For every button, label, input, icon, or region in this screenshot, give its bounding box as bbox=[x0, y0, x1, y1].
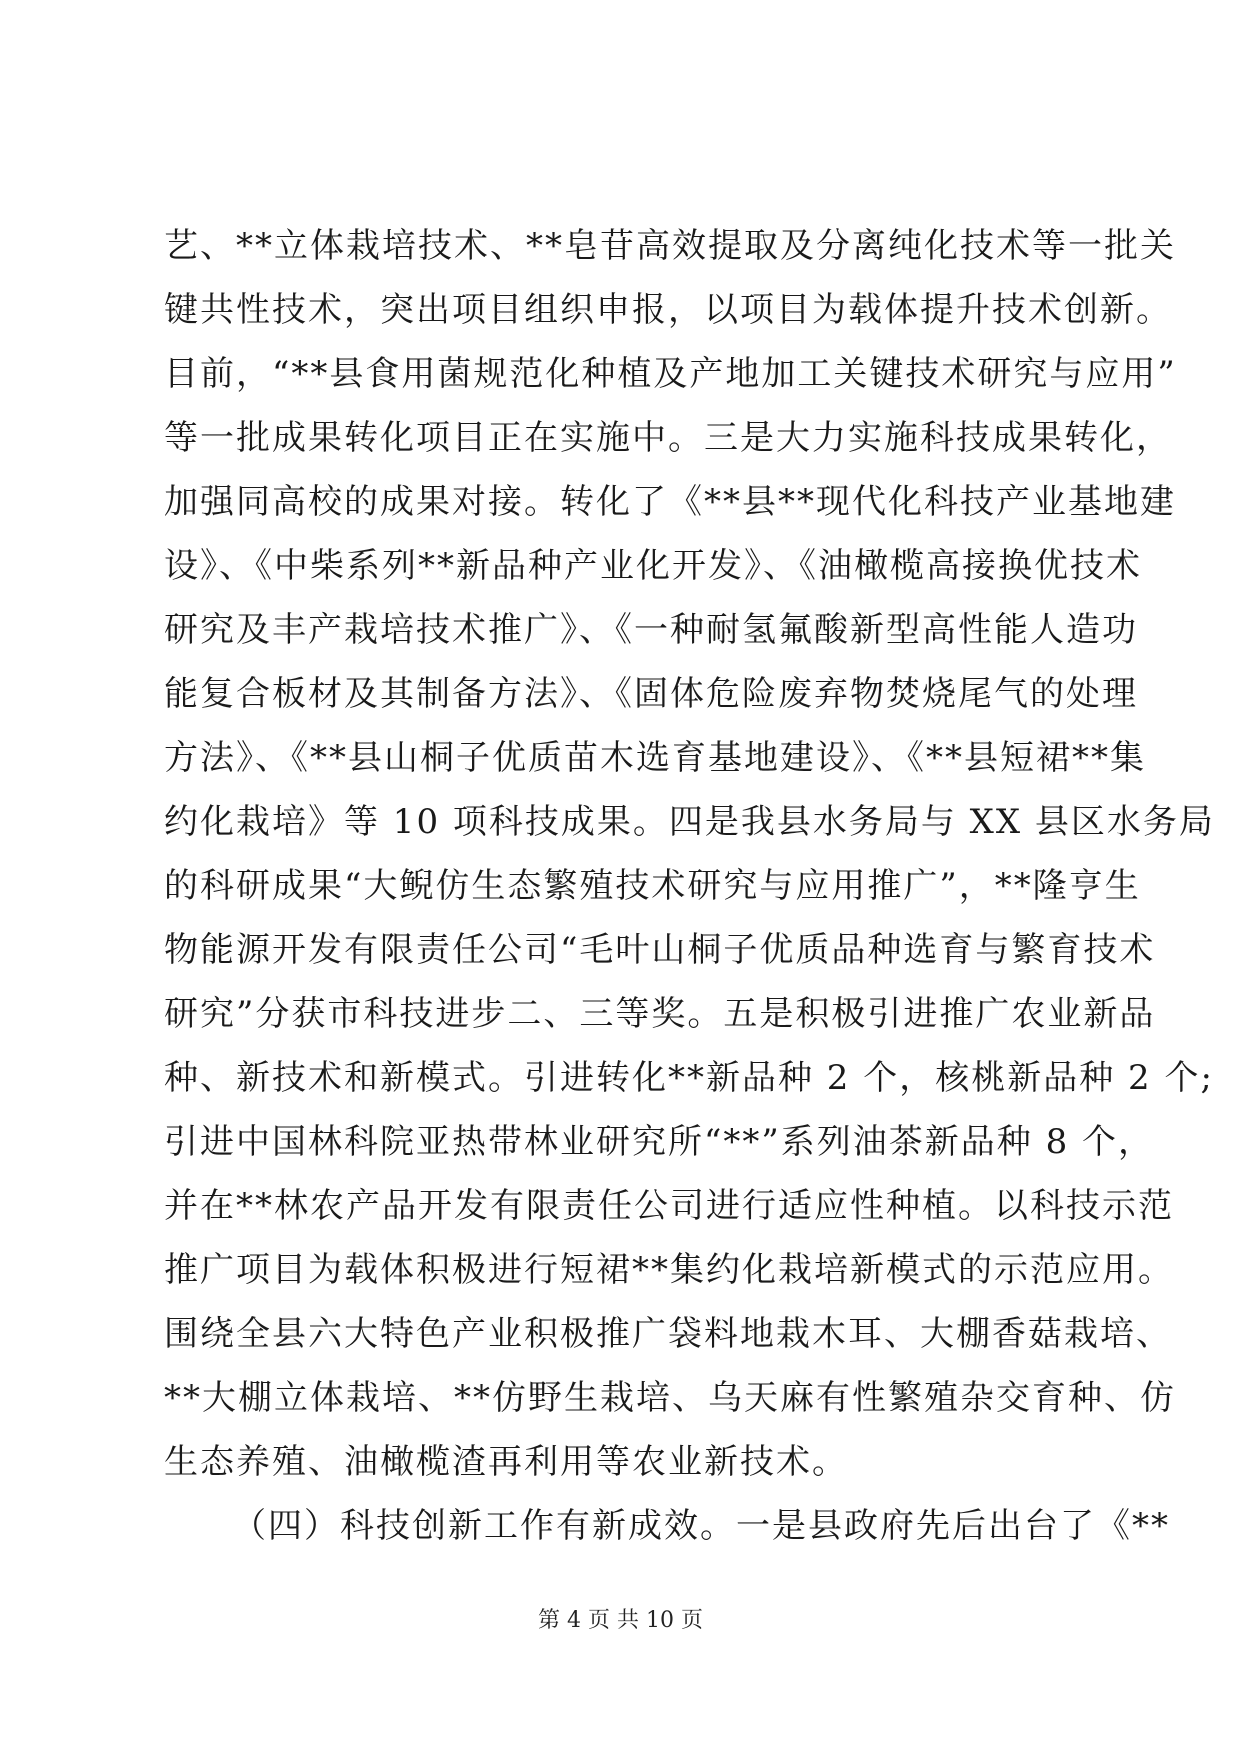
text-line: **大棚立体栽培、**仿野生栽培、乌天麻有性繁殖杂交育种、仿 bbox=[164, 1378, 1176, 1418]
text-line: 加强同高校的成果对接。转化了《**县**现代化科技产业基地建 bbox=[164, 482, 1176, 522]
text-line: 引进中国林科院亚热带林业研究所“**”系列油茶新品种 8 个， bbox=[164, 1122, 1155, 1162]
text-line: 生态养殖、油橄榄渣再利用等农业新技术。 bbox=[164, 1442, 848, 1482]
page-number: 第 4 页 共 10 页 bbox=[538, 1608, 703, 1633]
text-line: 研究及丰产栽培技术推广》、《一种耐氢氟酸新型高性能人造功 bbox=[164, 610, 1138, 650]
text-line: 并在**林农产品开发有限责任公司进行适应性种植。以科技示范 bbox=[164, 1186, 1174, 1226]
text-line: 目前，“**县食用菌规范化种植及产地加工关键技术研究与应用” bbox=[164, 354, 1177, 394]
text-line: 的科研成果“大鲵仿生态繁殖技术研究与应用推广”，**隆亨生 bbox=[164, 866, 1141, 906]
text-line: 围绕全县六大特色产业积极推广袋料地栽木耳、大棚香菇栽培、 bbox=[164, 1314, 1172, 1354]
text-line: 推广项目为载体积极进行短裙**集约化栽培新模式的示范应用。 bbox=[164, 1250, 1174, 1290]
text-line: 键共性技术，突出项目组织申报，以项目为载体提升技术创新。 bbox=[164, 290, 1172, 330]
page-footer bbox=[0, 1606, 1241, 1636]
body-text bbox=[164, 214, 1215, 1558]
text-line: 种、新技术和新模式。引进转化**新品种 2 个，核桃新品种 2 个; bbox=[164, 1058, 1214, 1098]
text-line: 能复合板材及其制备方法》、《固体危险废弃物焚烧尾气的处理 bbox=[164, 674, 1138, 714]
text-line: 约化栽培》等 10 项科技成果。四是我县水务局与 XX 县区水务局 bbox=[164, 802, 1215, 842]
text-line: 艺、**立体栽培技术、**皂苷高效提取及分离纯化技术等一批关 bbox=[164, 226, 1176, 266]
text-line: 方法》、《**县山桐子优质苗木选育基地建设》、《**县短裙**集 bbox=[164, 738, 1146, 778]
section-heading-line: （四）科技创新工作有新成效。一是县政府先后出台了《** bbox=[232, 1506, 1170, 1546]
text-line: 等一批成果转化项目正在实施中。三是大力实施科技成果转化， bbox=[164, 418, 1172, 458]
text-line: 设》、《中柴系列**新品种产业化开发》、《油橄榄高接换优技术 bbox=[164, 546, 1142, 586]
text-line: 物能源开发有限责任公司“毛叶山桐子优质品种选育与繁育技术 bbox=[164, 930, 1156, 970]
text-line: 研究”分获市科技进步二、三等奖。五是积极引进推广农业新品 bbox=[164, 994, 1156, 1034]
